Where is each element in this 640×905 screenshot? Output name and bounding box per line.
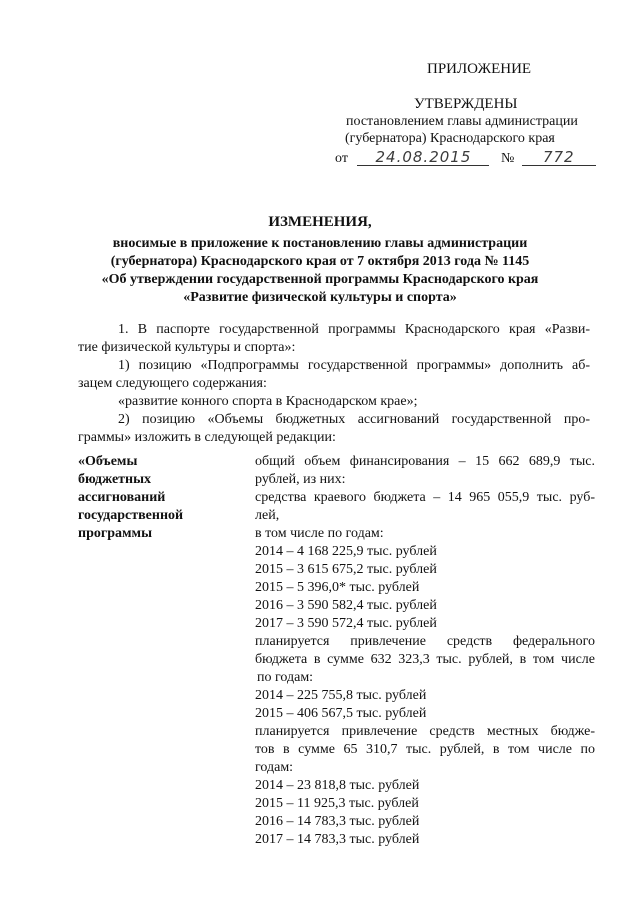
number-label: №: [500, 151, 515, 166]
decree-line-1: постановлением главы администрации: [346, 114, 578, 129]
decree-date-line: [335, 149, 596, 167]
title-subline-1: вносимые в приложение к постановлению главы администрации: [112, 236, 528, 251]
position-label-line-5: программы: [78, 526, 152, 541]
content-line: общий объем финансирования – 15 662 689,9 тыс.: [255, 454, 595, 469]
content-line: 2015 – 3 615 675,2 тыс. рублей: [255, 562, 437, 577]
date-handwritten: 24.08.2015: [375, 148, 472, 166]
content-line: 2014 – 23 818,8 тыс. рублей: [255, 778, 420, 793]
position-label-line-4: государственной: [78, 508, 184, 523]
content-line: планируется привлечение средств местных бюдже-: [255, 724, 595, 739]
content-line: 2015 – 11 925,3 тыс. рублей: [255, 796, 419, 811]
body-text: [78, 321, 590, 447]
content-line: 2016 – 3 590 582,4 тыс. рублей: [255, 598, 437, 613]
content-line: в том числе по годам:: [255, 526, 384, 541]
from-label: от: [335, 151, 348, 166]
position-label-line-1: «Объемы: [78, 454, 138, 469]
position-label-line-2: бюджетных: [78, 472, 152, 487]
paragraph-4-line-1: 2) позицию «Объемы бюджетных ассигнований государственной про-: [118, 412, 590, 427]
content-line: тов в сумме 65 310,7 тыс. рублей, в том числе по: [255, 742, 595, 757]
paragraph-2-line-2: зацем следующего содержания:: [78, 376, 267, 391]
title-subline-4: «Развитие физической культуры и спорта»: [183, 290, 457, 305]
position-content: [255, 453, 595, 849]
content-line: лей,: [255, 508, 280, 523]
paragraph-1-line-2: тие физической культуры и спорта»:: [78, 340, 296, 355]
paragraph-1-line-1: 1. В паспорте государственной программы Краснодарского края «Разви-: [118, 322, 590, 337]
content-line: рублей, из них:: [255, 472, 346, 487]
content-line: 2015 – 5 396,0* тыс. рублей: [255, 580, 420, 595]
document-title: ИЗМЕНЕНИЯ,: [268, 214, 372, 230]
paragraph-3-line-1: «развитие конного спорта в Краснодарском крае»;: [118, 394, 418, 409]
appendix-label: ПРИЛОЖЕНИЕ: [427, 61, 532, 77]
number-handwritten: 772: [542, 148, 575, 166]
content-line: 2016 – 14 783,3 тыс. рублей: [255, 814, 420, 829]
content-line: 2014 – 4 168 225,9 тыс. рублей: [255, 544, 437, 559]
content-line: планируется привлечение средств федерального: [255, 634, 595, 649]
title-subline-2: (губернатора) Краснодарского края от 7 октября 2013 года № 1145: [110, 254, 530, 269]
content-line: 2017 – 14 783,3 тыс. рублей: [255, 832, 420, 847]
content-line: 2015 – 406 567,5 тыс. рублей: [255, 706, 427, 721]
content-line: бюджета в сумме 632 323,3 тыс. рублей, в том числе: [255, 652, 595, 667]
approved-label: УТВЕРЖДЕНЫ: [414, 96, 518, 112]
paragraph-2-line-1: 1) позицию «Подпрограммы государственной программы» дополнить аб-: [118, 358, 590, 373]
content-line: 2014 – 225 755,8 тыс. рублей: [255, 688, 427, 703]
position-label-line-3: ассигнований: [78, 490, 166, 505]
decree-line-2: (губернатора) Краснодарского края: [345, 131, 555, 146]
content-line: годам:: [255, 760, 294, 775]
title-subline-3: «Об утверждении государственной программы Краснодарского края: [101, 272, 539, 287]
content-line: 2017 – 3 590 572,4 тыс. рублей: [255, 616, 437, 631]
paragraph-4-line-2: граммы» изложить в следующей редакции:: [78, 430, 336, 445]
date-field: [357, 149, 489, 166]
content-line: средства краевого бюджета – 14 965 055,9 тыс. руб-: [255, 490, 595, 505]
number-field: [522, 149, 596, 166]
position-label: [78, 453, 238, 543]
content-line: по годам:: [257, 670, 314, 685]
